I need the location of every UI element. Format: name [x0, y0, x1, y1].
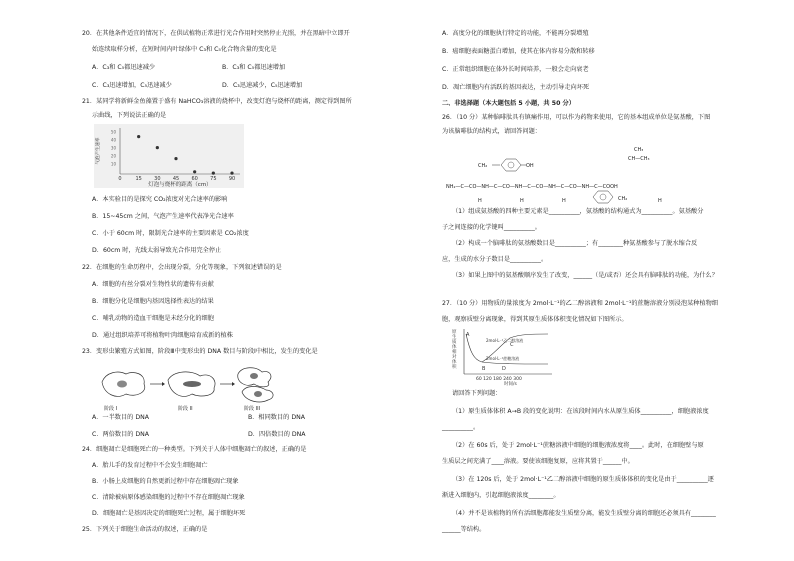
nucleus-stage3a — [250, 373, 258, 379]
q26-part1-line1: （1）组成氨基酸的四种主要元素是__________，氨基酸的结构通式为__________。氨基酸分 — [452, 208, 704, 215]
q21-stem-line1: 21．某同学将新鲜金鱼藻置于盛有 NaHCO₃溶液的烧杯中，改变灯泡与烧杯的距离，测定得到图所 — [82, 98, 352, 105]
nucleus-stage2 — [183, 381, 201, 387]
q27-ylabel-8: 积 — [452, 365, 457, 370]
peptide-h-1: H — [478, 198, 482, 204]
q24-option-d: D．细胞凋亡是基因决定的细胞死亡过程，属于细胞坏死 — [92, 510, 246, 517]
q20-option-b: B．C₃和 C₅都迅速增加 — [222, 64, 286, 71]
q22-option-b: B．细胞分化是细胞内基因选择性表达的结果 — [92, 298, 214, 305]
q26-part2-line2: 应，生成的水分子数目是__________。 — [442, 256, 548, 263]
arrow-1-head — [162, 382, 165, 386]
q23-stage1-label: 阶段 I — [104, 406, 118, 412]
q21-ylabel: 气泡产生速率 — [96, 137, 101, 165]
q27-label-a: A — [466, 332, 470, 338]
q23-option-d: D．四倍数目的 DNA — [248, 431, 306, 438]
q21-data-point — [193, 170, 196, 173]
q21-x-tick: 15 — [135, 176, 142, 182]
q26-part2-line1: （2）构成一个脑啡肽的氨基酸数目是__________；有________种氨基酸参与了脱水缩合反 — [452, 240, 698, 247]
q26-stem-line1: 26．（10 分）某种脑啡肽具有镇痛作用，可以作为药物来使用，它的基本组成单位是氨基酸，下图 — [442, 114, 711, 121]
q27-part1-cont: __________。 — [442, 424, 480, 431]
peptide-h-4: H — [658, 198, 662, 204]
q23-option-b: B．相同数目的 DNA — [248, 414, 305, 421]
q20-option-c: C．C₃迅速增加，C₅迅速减少 — [92, 82, 172, 89]
peptide-h-3: H — [562, 198, 566, 204]
q20-option-a: A．C₃和 C₅都迅速减少 — [92, 64, 156, 71]
q20-stem-line2: 始连续取样分析，在短时间内叶绿体中 C₃和 C₅化合物含量的变化是 — [92, 46, 277, 53]
peptide-chain: NH₂—C—CO—NH—C—CO—NH—C—CO—NH—C—CO—NH—C—COOH — [446, 184, 618, 190]
q21-chart-bg — [94, 124, 244, 188]
q21-y-tick: 30 — [110, 145, 116, 151]
q21-data-point — [137, 135, 140, 138]
q27-label-b: B — [482, 366, 486, 372]
q25-option-c: C．正常组织细胞在体外长时间培养，一般会走向衰老 — [442, 66, 589, 73]
q23-stage3-label: 阶段 III — [244, 406, 261, 412]
nucleus-stage3b — [254, 391, 262, 397]
q27-part2-cont: 生质层之间充满了____溶液。要使该细胞复原，应将其置于______中。 — [442, 458, 634, 465]
q21-y-tick: 40 — [110, 137, 116, 143]
benzene-ring-1 — [492, 158, 528, 172]
q22-option-d: D．通过组织培养可将植物叶肉细胞培育成新的植株 — [92, 332, 233, 339]
q27-ylabel-6: 对 — [452, 355, 457, 360]
section-heading: 二、非选择题（本大题包括 5 小题，共 50 分） — [442, 100, 575, 107]
q21-x-tick: 30 — [154, 176, 161, 182]
q26-part3: （3）如果上图中的氨基酸顺序发生了改变，______（是/或否）还会具有脑啡肽的功能，为什么？ — [452, 272, 718, 279]
q21-data-point — [156, 146, 159, 149]
q25-option-b: B．癌细胞表面糖蛋白增加，使其在体内容易分散和转移 — [442, 48, 595, 55]
q21-data-point — [230, 172, 233, 175]
q27-ylabel-2: 生 — [452, 335, 457, 340]
q27-xlabel: 时间/s — [504, 382, 517, 386]
q22-option-c: C．哺乳动物的造血干细胞是未经分化的细胞 — [92, 315, 214, 322]
q21-option-a: A．本实验目的是探究 CO₂浓度对光合速率的影响 — [92, 196, 228, 203]
q24-option-a: A．胎儿手的发育过程中不会发生细胞凋亡 — [92, 462, 208, 469]
q27-curve1-label: 2mol·L⁻¹乙二醇溶液 — [486, 338, 524, 343]
q21-x-tick: 90 — [228, 176, 236, 182]
q20-option-d: D．C₃迅速减少，C₅迅速增加 — [222, 82, 303, 89]
q23-amoeba-diagram — [96, 364, 296, 404]
q27-label-d: D — [502, 366, 506, 372]
q23-option-a: A．一半数目的 DNA — [92, 414, 149, 421]
q21-y-tick: 10 — [110, 161, 116, 167]
q27-part4: （4）并不是该植物的所有活细胞都能发生质壁分离，能发生质壁分离的细胞还必须具有________ — [452, 510, 716, 517]
q23-stage2-label: 阶段 II — [178, 406, 193, 412]
q20-stem-line1: 20．在其他条件适宜的情况下，在供试植物正常进行光合作用时突然停止光照，并在黑暗中立即开 — [82, 30, 350, 37]
peptide-h-2: H — [520, 198, 524, 204]
q27-ylabel-4: 体 — [452, 345, 457, 350]
q25-stem: 25．下列关于细胞生命活动的叙述，正确的是 — [82, 526, 208, 533]
q27-chart — [448, 326, 558, 386]
q27-part2: （2）在 60s 后，处于 2mol·L⁻¹蔗糖溶液中细胞的细胞液浓度将____。此时，在细胞壁与原 — [452, 442, 704, 449]
q27-ylabel-5: 相 — [452, 350, 457, 355]
q27-part3: （3）在 120s 后，处于 2mol·L⁻¹乙二醇溶液中细胞的原生质体体积的变化是由于__________逐 — [452, 476, 714, 483]
q24-option-b: B．小肠上皮细胞的自然更新过程中存在细胞凋亡现象 — [92, 478, 239, 485]
q22-option-a: A．细胞的有丝分裂对生物性状的遗传有贡献 — [92, 281, 214, 288]
q27-prompt: 请回答下列问题： — [452, 390, 502, 397]
q25-option-d: D．凋亡细胞内有活跃的基因表达，主动引导走向坏死 — [442, 84, 590, 91]
q21-y-tick: 20 — [110, 153, 116, 159]
q21-data-point — [212, 172, 215, 175]
q22-stem: 22．在细胞的生命历程中，会出现分裂，分化等现象，下列叙述错误的是 — [82, 264, 282, 271]
q21-stem-line2: 示曲线，下列说法正确的是 — [92, 112, 167, 119]
arrow-2-head — [232, 382, 235, 386]
peptide-oh: OH — [526, 163, 534, 169]
q21-x-tick: 60 — [191, 176, 198, 182]
peptide-ch3: CH₃ — [634, 147, 644, 153]
q21-x-tick: 0 — [118, 176, 122, 182]
q23-option-c: C．两倍数目的 DNA — [92, 431, 150, 438]
q27-stem-line1: 27．（10 分）用物质的量浓度为 2mol·L⁻¹的乙二醇溶液和 2mol·L⁻¹的蔗糖溶液分别浸泡某种植物细 — [442, 300, 718, 307]
q27-part3-cont: 渐进入细胞内，引起细胞液浓度________。 — [442, 492, 560, 499]
q27-part1: （1）原生质体体积 A→B 段的变化说明：在该段时间内水从原生质体__________，细胞液浓度 — [452, 408, 709, 415]
q21-option-c: C．小于 60cm 时，限制光合速率的主要因素是 CO₂浓度 — [92, 230, 249, 237]
nucleus-stage1 — [117, 381, 127, 388]
q21-chart — [94, 124, 244, 188]
benzene-ring-2 — [592, 190, 616, 204]
q27-stem-line2: 胞，观察质壁分离现象，得到其原生质体体积变化情况如下图所示。 — [442, 316, 628, 323]
q26-stem-line2: 为该脑啡肽的结构式，请回答问题： — [442, 128, 541, 135]
q21-option-b: B．15~45cm 之间，气泡产生速率代表净光合速率 — [92, 213, 234, 220]
q27-xticks: 60 120 180 240 300 — [476, 377, 522, 382]
q27-ylabel-3: 质 — [452, 340, 457, 345]
q27-part4-cont: ______等结构。 — [442, 526, 486, 533]
q21-xlabel: 灯泡与烧杯的距离（cm） — [148, 182, 212, 188]
q26-part1-line2: 子之间连接的化学键叫__________。 — [442, 224, 541, 231]
peptide-ch: CH—CH₃ — [628, 156, 650, 162]
q25-option-a: A．高度分化的细胞执行特定的功能，不能再分裂增殖 — [442, 30, 589, 37]
peptide-ch2-2: CH₂ — [618, 196, 628, 202]
q27-label-c: C — [510, 342, 514, 348]
q24-stem: 24．细胞凋亡是细胞死亡的一种类型。下列关于人体中细胞凋亡的叙述，正确的是 — [82, 446, 307, 453]
q21-y-tick: 50 — [110, 129, 116, 135]
q27-curve2-label: 2mol·L⁻¹蔗糖溶液 — [486, 356, 520, 361]
peptide-ch2-1: CH₂ — [478, 163, 488, 169]
q21-option-d: D．60cm 时，光线太弱导致光合作用完全停止 — [92, 247, 222, 254]
q27-ylabel-1: 原 — [452, 330, 457, 335]
q23-stem: 23．变形虫繁殖方式如图，阶段Ⅲ中变形虫的 DNA 数目与阶段Ⅰ中相比，发生的变化是 — [82, 348, 318, 355]
q21-x-tick: 45 — [172, 176, 180, 182]
q24-option-c: C．清除被病原体感染细胞的过程中不存在细胞凋亡现象 — [92, 494, 245, 501]
q27-ylabel-7: 体 — [452, 360, 457, 365]
q21-data-point — [174, 157, 177, 160]
q21-x-tick: 75 — [210, 176, 217, 182]
